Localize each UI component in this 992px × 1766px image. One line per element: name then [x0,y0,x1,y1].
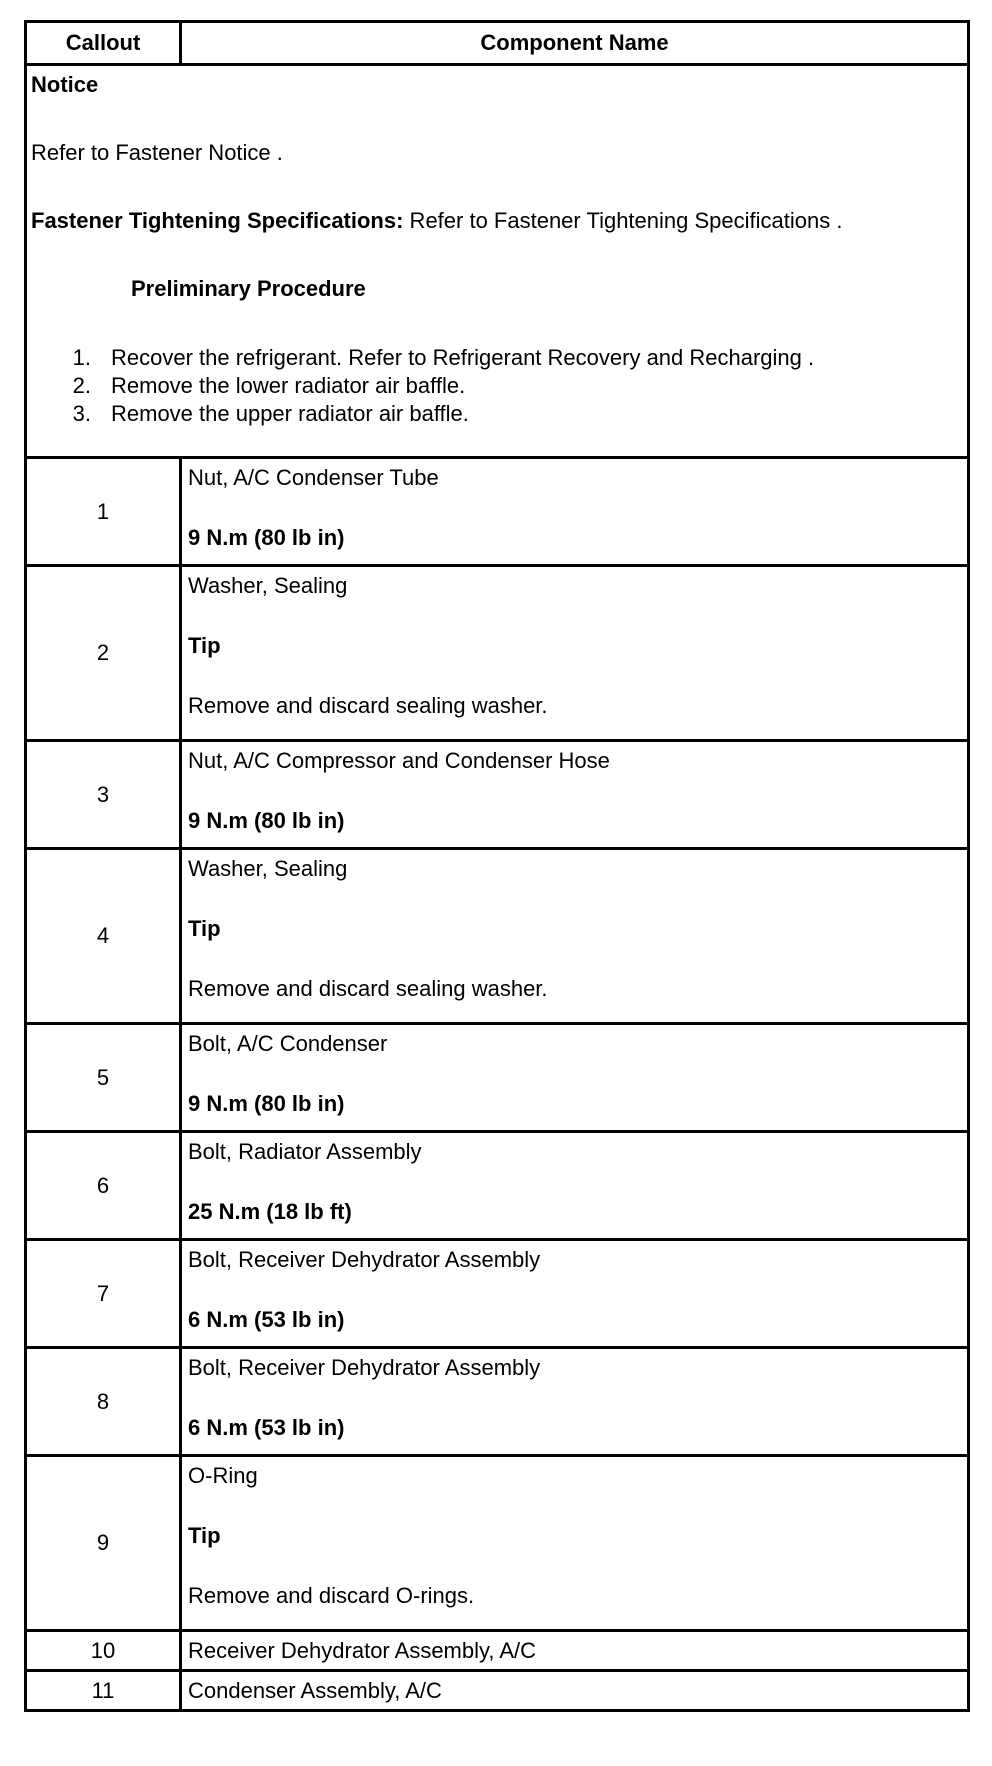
callout-number: 5 [26,1024,181,1132]
callout-number: 4 [26,849,181,1024]
component-table [24,20,970,1712]
torque-spec: 9 N.m (80 lb in) [188,808,345,833]
table-row [26,849,969,1024]
component-name: Washer, Sealing [188,573,348,598]
fastener-spec-label: Fastener Tightening Specifications: [31,208,404,233]
torque-spec: 9 N.m (80 lb in) [188,1091,345,1116]
table-row [26,1240,969,1348]
fastener-spec-line [31,208,963,234]
component-cell [181,849,969,1024]
tip-label: Tip [188,1523,221,1548]
callout-number: 10 [26,1631,181,1671]
table-row [26,1132,969,1240]
component-cell [181,1240,969,1348]
component-name: Condenser Assembly, A/C [181,1671,969,1711]
component-cell [181,458,969,566]
step-text: Remove the upper radiator air baffle. [111,401,469,426]
component-name: Bolt, Receiver Dehydrator Assembly [188,1355,541,1380]
torque-spec: 25 N.m (18 lb ft) [188,1199,352,1224]
tip-label: Tip [188,916,221,941]
component-cell [181,1456,969,1631]
document-page [24,20,970,1712]
tip-text: Remove and discard sealing washer. [188,976,548,1001]
tip-text: Remove and discard O-rings. [188,1583,475,1608]
table-row [26,458,969,566]
tip-text: Remove and discard sealing washer. [188,693,548,718]
callout-number: 11 [26,1671,181,1711]
step-text: Remove the lower radiator air baffle. [111,373,466,398]
component-name: Washer, Sealing [188,856,348,881]
notice-row [26,65,969,458]
component-cell [181,566,969,741]
component-name: O-Ring [188,1463,258,1488]
component-name: Bolt, Radiator Assembly [188,1139,422,1164]
torque-spec: 6 N.m (53 lb in) [188,1415,345,1440]
procedure-step [31,400,963,428]
component-name: Nut, A/C Compressor and Condenser Hose [188,748,610,773]
component-cell [181,1024,969,1132]
torque-spec: 9 N.m (80 lb in) [188,525,345,550]
table-row [26,741,969,849]
callout-number: 1 [26,458,181,566]
notice-refer-text: Refer to Fastener Notice . [31,140,283,165]
callout-number: 2 [26,566,181,741]
component-name: Nut, A/C Condenser Tube [188,465,439,490]
callout-number: 3 [26,741,181,849]
procedure-step [31,372,963,400]
procedure-step [31,344,963,372]
torque-spec: 6 N.m (53 lb in) [188,1307,345,1332]
step-number: 2. [72,373,91,398]
component-cell [181,741,969,849]
procedure-steps [31,344,963,428]
tip-label: Tip [188,633,221,658]
step-text: Recover the refrigerant. Refer to Refrigerant Recovery and Recharging . [111,345,815,370]
table-row [26,1348,969,1456]
callout-number: 6 [26,1132,181,1240]
table-row [26,1024,969,1132]
preliminary-procedure-title: Preliminary Procedure [131,276,366,301]
notice-cell [26,65,969,458]
component-cell [181,1132,969,1240]
table-row [26,1456,969,1631]
table-row [26,566,969,741]
callout-number: 8 [26,1348,181,1456]
callout-number: 9 [26,1456,181,1631]
component-name: Bolt, A/C Condenser [188,1031,388,1056]
fastener-spec-text: Refer to Fastener Tightening Specifications . [403,208,843,233]
notice-title: Notice [31,72,99,97]
table-row [26,1631,969,1671]
callout-number: 7 [26,1240,181,1348]
component-name: Receiver Dehydrator Assembly, A/C [181,1631,969,1671]
component-name-header: Component Name [181,22,969,65]
component-name: Bolt, Receiver Dehydrator Assembly [188,1247,541,1272]
component-cell [181,1348,969,1456]
table-header-row [26,22,969,65]
step-number: 1. [72,345,91,370]
step-number: 3. [72,401,91,426]
callout-header: Callout [26,22,181,65]
table-row [26,1671,969,1711]
